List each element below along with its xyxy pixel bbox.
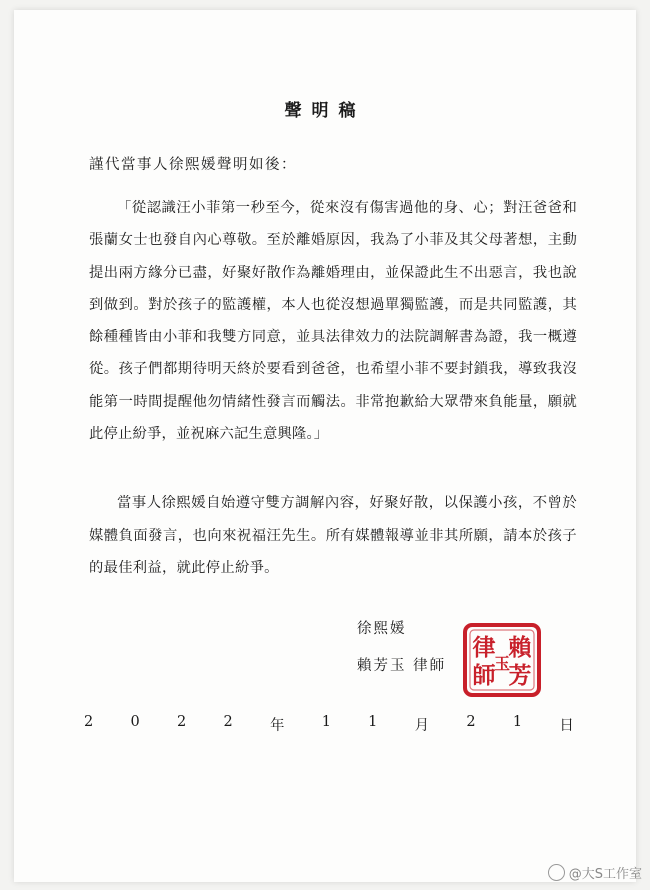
lead-line: 謹代當事人徐熙媛聲明如後： (89, 157, 297, 173)
signature-lawyer: 賴芳玉 律師 (357, 658, 447, 674)
date-line (84, 714, 574, 735)
svg-text:律: 律 (472, 634, 496, 661)
page-title: 聲明稿 (284, 101, 366, 121)
date-char: 0 (130, 714, 140, 730)
date-char: 2 (466, 714, 476, 730)
svg-text:芳: 芳 (508, 662, 532, 689)
svg-text:玉: 玉 (493, 654, 511, 673)
closing-statement (89, 487, 577, 585)
date-char: 1 (368, 714, 378, 730)
date-char: 年 (269, 718, 285, 734)
signature-client: 徐熙媛 (357, 621, 407, 637)
svg-text:賴: 賴 (508, 634, 532, 661)
quoted-statement (89, 192, 577, 450)
weibo-watermark (548, 863, 642, 882)
date-char: 月 (414, 718, 430, 734)
lawyer-seal (462, 622, 542, 698)
date-char: 1 (321, 714, 331, 730)
svg-text:師: 師 (472, 662, 496, 689)
closing-statement-text: 當事人徐熙媛自始遵守雙方調解內容，好聚好散，以保護小孩，不曾於媒體負面發言，也向來祝福汪先生。所有媒體報導並非其所願，請本於孩子的最佳利益，就此停止紛爭。 (89, 495, 577, 576)
weibo-icon (548, 864, 565, 881)
date-char: 1 (512, 714, 523, 730)
date-char: 2 (176, 714, 187, 730)
watermark-text: @大S工作室 (568, 867, 642, 882)
date-char: 2 (223, 714, 233, 730)
date-char: 2 (84, 714, 94, 730)
quoted-statement-text: 「從認識汪小菲第一秒至今，從來沒有傷害過他的身、心；對汪爸爸和張蘭女士也發自內心尊敬。至於離婚原因，我為了小菲及其父母著想，主動提出兩方緣分已盡，好聚好散作為離婚理由，並保證此生不出惡言，我也說到做到。對於孩子的監護權，本人也從沒想過單獨監護，而是共同監護，其餘種種皆由小菲和我雙方同意，並具法律效力的法院調解書為證，我一概遵從。孩子們都期待明天終於要看到爸爸，也希望小菲不要封鎖我，導致我沒能第一時間提醒他勿情緒性發言而觸法。非常抱歉給大眾帶來負能量，願就此停止紛爭，並祝麻六記生意興隆。」 (89, 200, 577, 443)
date-char: 日 (559, 718, 574, 734)
